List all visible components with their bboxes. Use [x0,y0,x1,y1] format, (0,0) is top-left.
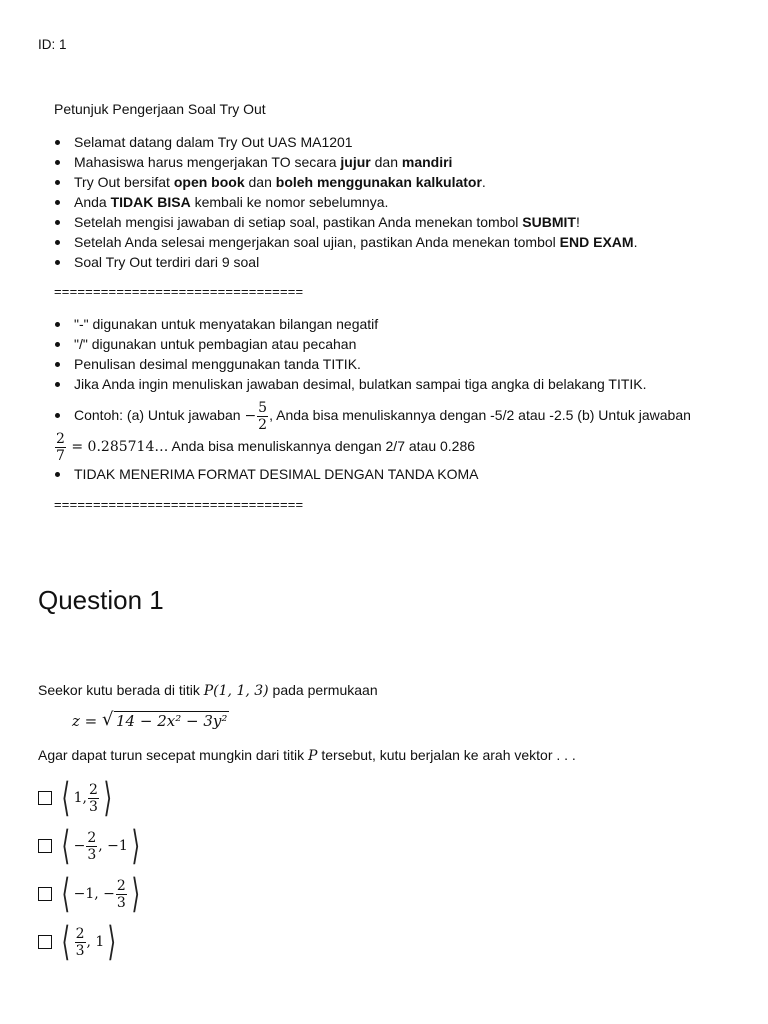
separator: ================================ [54,497,304,512]
left-angle-bracket: ⟨ [61,823,71,869]
rule-item: Try Out bersifat open book dan boleh menggunakan kalkulator. [54,172,744,192]
left-angle-bracket: ⟨ [61,919,71,965]
instructions-title: Petunjuk Pengerjaan Soal Try Out [54,101,266,117]
example-continuation: $\frac{2}{7}$ = 0.285714… Anda bisa menuliskannya dengan 2/7 atau 0.286 [56,430,476,464]
example-rule-item: Contoh: (a) Untuk jawaban − $\frac{5}{2}$ , Anda bisa menuliskannya dengan -5/2 atau -2.5 (b) Untuk jawaban [54,394,744,436]
square-root: √ 14 − 2x² − 3y² [102,709,228,730]
answer-option[interactable] [38,870,143,918]
vector-expression: ⟨ −1, − $\frac{2}{3}$ ⟩ [61,871,140,917]
checkbox[interactable] [38,791,52,805]
vector-expression: ⟨ $\frac{2}{3}$ , 1 ⟩ [61,919,117,965]
format-rule-item: Penulisan desimal menggunakan tanda TITIK. [54,354,744,374]
rule-item: Selamat datang dalam Try Out UAS MA1201 [54,132,744,152]
rules-list [54,132,744,272]
checkbox[interactable] [38,839,52,853]
surface-equation: z = √ 14 − 2x² − 3y² [72,709,228,730]
question-prompt: Agar dapat turun secepat mungkin dari titik P tersebut, kutu berjalan ke arah vektor . . . [38,747,576,764]
document-id: ID: 1 [38,37,67,52]
vector-expression: ⟨ 1, $\frac{2}{3}$ ⟩ [61,775,112,821]
right-angle-bracket: ⟩ [131,823,140,869]
format-rules-list [54,314,744,436]
fraction: $\frac{5}{2}$ [258,399,268,433]
right-angle-bracket: ⟩ [103,775,112,821]
answer-option[interactable] [38,918,120,966]
left-angle-bracket: ⟨ [61,775,71,821]
point-expression: P(1, 1, 3) [203,683,269,699]
rule-item: Anda TIDAK BISA kembali ke nomor sebelumnya. [54,192,744,212]
question-title: Question 1 [38,585,164,615]
left-angle-bracket: ⟨ [61,871,71,917]
format-rule-item: "-" digunakan untuk menyatakan bilangan negatif [54,314,744,334]
checkbox[interactable] [38,935,52,949]
rule-item: Setelah mengisi jawaban di setiap soal, pastikan Anda menekan tombol SUBMIT! [54,212,744,232]
rule-item: Mahasiswa harus mengerjakan TO secara jujur dan mandiri [54,152,744,172]
right-angle-bracket: ⟩ [131,871,140,917]
format-rule-item: "/" digunakan untuk pembagian atau pecahan [54,334,744,354]
decimal-expansion: = 0.285714… [66,439,169,455]
fraction: $\frac{2}{7}$ [56,430,65,464]
minus-sign: − [244,408,257,424]
last-rule-list [54,464,744,484]
vector-expression: ⟨ − $\frac{2}{3}$ , −1 ⟩ [61,823,140,869]
checkbox[interactable] [38,887,52,901]
format-rule-item: Jika Anda ingin menuliskan jawaban desimal, bulatkan sampai tiga angka di belakang TITIK. [54,374,744,394]
question-text: Seekor kutu berada di titik P(1, 1, 3) pada permukaan [38,682,378,699]
answer-option[interactable] [38,822,143,870]
rule-item: Soal Try Out terdiri dari 9 soal [54,252,744,272]
right-angle-bracket: ⟩ [107,919,117,965]
separator: ================================ [54,284,304,299]
answer-option[interactable] [38,774,116,822]
rule-item: Setelah Anda selesai mengerjakan soal ujian, pastikan Anda menekan tombol END EXAM. [54,232,744,252]
format-rule-item: TIDAK MENERIMA FORMAT DESIMAL DENGAN TANDA KOMA [54,464,744,484]
